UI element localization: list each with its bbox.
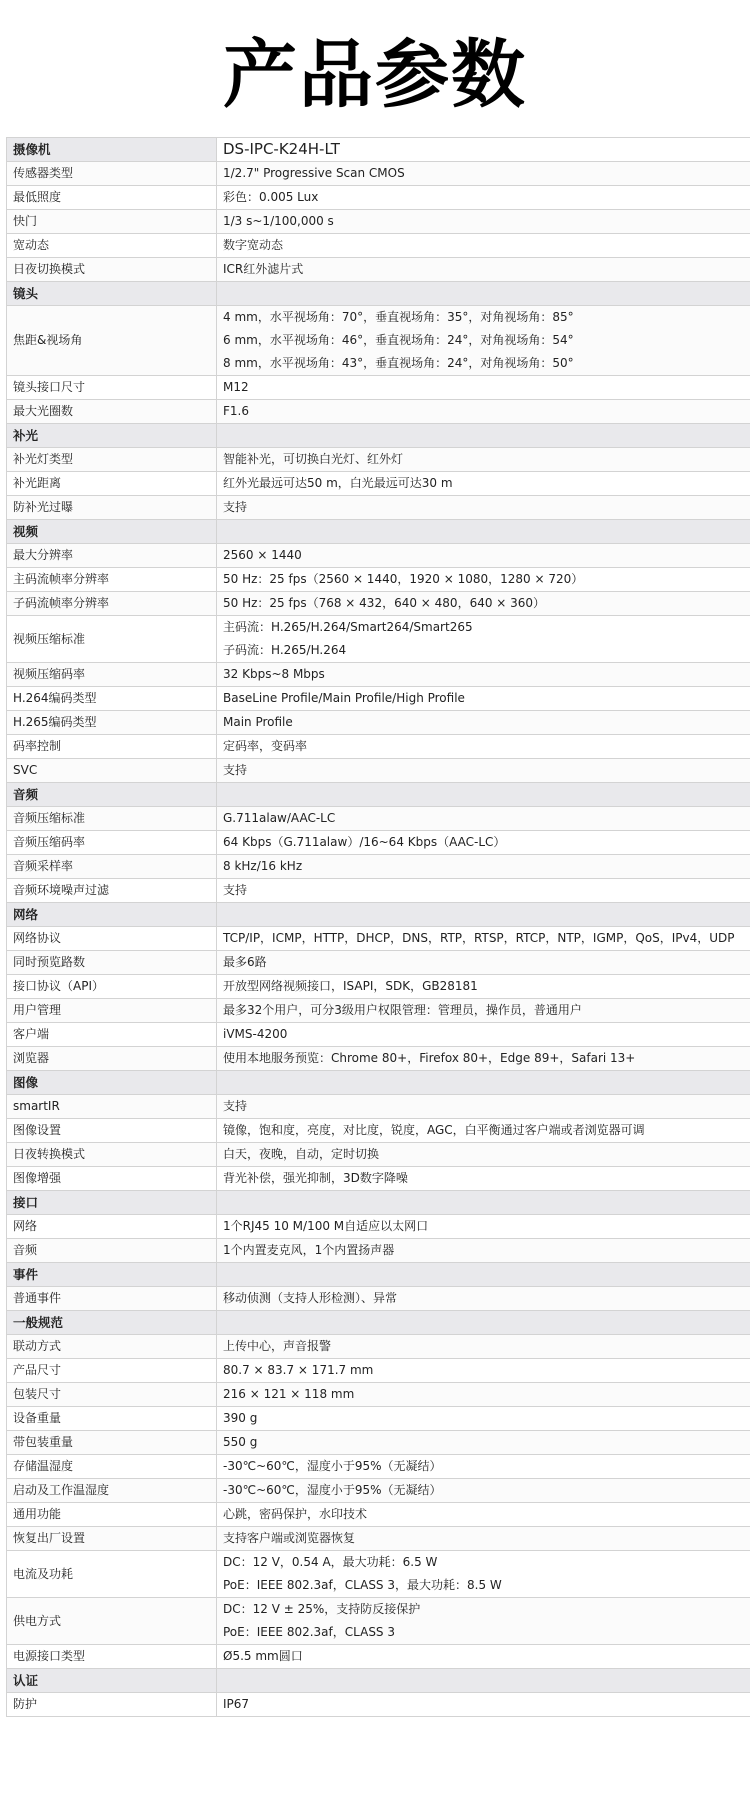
spec-value-line: 镜像，饱和度，亮度，对比度，锐度，AGC，白平衡通过客户端或者浏览器可调 bbox=[223, 1123, 645, 1137]
spec-value-line: DC：12 V ± 25%，支持防反接保护 bbox=[223, 1602, 421, 1616]
spec-row bbox=[7, 879, 750, 903]
spec-value-line: 最多32个用户，可分3级用户权限管理：管理员，操作员，普通用户 bbox=[223, 1003, 582, 1017]
spec-value-line: 支持 bbox=[223, 500, 248, 514]
spec-label: 电流及功耗 bbox=[7, 1551, 217, 1598]
spec-row bbox=[7, 592, 750, 616]
spec-value-line: 6 mm，水平视场角：46°，垂直视场角：24°，对角视场角：54° bbox=[223, 333, 574, 347]
spec-row bbox=[7, 306, 750, 376]
spec-value-line: Ø5.5 mm圆口 bbox=[223, 1649, 303, 1663]
spec-row bbox=[7, 1407, 750, 1431]
section-header-row bbox=[7, 1311, 750, 1335]
spec-row bbox=[7, 759, 750, 783]
section-header-row bbox=[7, 282, 750, 306]
spec-value bbox=[217, 1527, 750, 1551]
spec-value-line: IP67 bbox=[223, 1697, 250, 1711]
spec-row bbox=[7, 855, 750, 879]
spec-label: 供电方式 bbox=[7, 1598, 217, 1645]
spec-value bbox=[217, 807, 750, 831]
section-title: 一般规范 bbox=[7, 1311, 217, 1335]
spec-row bbox=[7, 975, 750, 999]
spec-label: H.264编码类型 bbox=[7, 687, 217, 711]
spec-row bbox=[7, 1551, 750, 1598]
spec-value bbox=[217, 1455, 750, 1479]
spec-label: 码率控制 bbox=[7, 735, 217, 759]
spec-value-line: ICR红外滤片式 bbox=[223, 262, 304, 276]
spec-value bbox=[217, 879, 750, 903]
spec-row bbox=[7, 1023, 750, 1047]
spec-value bbox=[217, 1167, 750, 1191]
spec-label: 日夜转换模式 bbox=[7, 1143, 217, 1167]
spec-label: 镜头接口尺寸 bbox=[7, 376, 217, 400]
spec-label: 传感器类型 bbox=[7, 162, 217, 186]
spec-label: 最大分辨率 bbox=[7, 544, 217, 568]
spec-value-line: -30℃~60℃，湿度小于95%（无凝结） bbox=[223, 1459, 442, 1473]
spec-label: 电源接口类型 bbox=[7, 1645, 217, 1669]
spec-value bbox=[217, 1215, 750, 1239]
spec-label: 启动及工作温湿度 bbox=[7, 1479, 217, 1503]
spec-value-line: 彩色：0.005 Lux bbox=[223, 190, 319, 204]
section-header-row bbox=[7, 520, 750, 544]
spec-value bbox=[217, 306, 750, 376]
spec-label: 图像设置 bbox=[7, 1119, 217, 1143]
spec-row bbox=[7, 544, 750, 568]
spec-row bbox=[7, 400, 750, 424]
spec-value-line: G.711alaw/AAC-LC bbox=[223, 811, 336, 825]
section-value bbox=[217, 282, 750, 306]
spec-value-line: 数字宽动态 bbox=[223, 238, 284, 252]
spec-label: 最大光圈数 bbox=[7, 400, 217, 424]
spec-value bbox=[217, 735, 750, 759]
spec-label: 带包装重量 bbox=[7, 1431, 217, 1455]
spec-value bbox=[217, 376, 750, 400]
spec-row bbox=[7, 1383, 750, 1407]
page-title: 产品参数 bbox=[223, 32, 527, 118]
spec-label: 视频压缩标准 bbox=[7, 616, 217, 663]
section-value bbox=[217, 1263, 750, 1287]
spec-row bbox=[7, 1047, 750, 1071]
spec-value-line: 8 mm，水平视场角：43°，垂直视场角：24°，对角视场角：50° bbox=[223, 356, 574, 370]
spec-row bbox=[7, 735, 750, 759]
spec-value-line: 子码流：H.265/H.264 bbox=[223, 643, 347, 657]
spec-row bbox=[7, 831, 750, 855]
spec-value-line: 支持 bbox=[223, 1099, 248, 1113]
spec-row bbox=[7, 663, 750, 687]
spec-value bbox=[217, 711, 750, 735]
spec-row bbox=[7, 807, 750, 831]
spec-value bbox=[217, 687, 750, 711]
section-title: 镜头 bbox=[7, 282, 217, 306]
spec-label: 普通事件 bbox=[7, 1287, 217, 1311]
spec-label: 用户管理 bbox=[7, 999, 217, 1023]
spec-label: 快门 bbox=[7, 210, 217, 234]
section-header-row bbox=[7, 1071, 750, 1095]
section-title: 图像 bbox=[7, 1071, 217, 1095]
spec-value bbox=[217, 1335, 750, 1359]
spec-label: 主码流帧率分辨率 bbox=[7, 568, 217, 592]
spec-label: 音频压缩码率 bbox=[7, 831, 217, 855]
spec-value bbox=[217, 162, 750, 186]
spec-value bbox=[217, 1287, 750, 1311]
spec-label: SVC bbox=[7, 759, 217, 783]
spec-label: 产品尺寸 bbox=[7, 1359, 217, 1383]
spec-label: 最低照度 bbox=[7, 186, 217, 210]
spec-value-line: F1.6 bbox=[223, 404, 249, 418]
spec-value-line: M12 bbox=[223, 380, 249, 394]
section-header-row bbox=[7, 424, 750, 448]
spec-row bbox=[7, 616, 750, 663]
spec-label: H.265编码类型 bbox=[7, 711, 217, 735]
spec-label: 音频 bbox=[7, 1239, 217, 1263]
spec-value bbox=[217, 1095, 750, 1119]
spec-value-line: 使用本地服务预览：Chrome 80+，Firefox 80+，Edge 89+，Safari 13+ bbox=[223, 1051, 636, 1065]
spec-value-line: 1个RJ45 10 M/100 M自适应以太网口 bbox=[223, 1219, 429, 1233]
spec-label: 日夜切换模式 bbox=[7, 258, 217, 282]
spec-value bbox=[217, 1023, 750, 1047]
spec-label: 同时预览路数 bbox=[7, 951, 217, 975]
spec-row bbox=[7, 1598, 750, 1645]
spec-row bbox=[7, 927, 750, 951]
spec-row bbox=[7, 1645, 750, 1669]
section-title: 事件 bbox=[7, 1263, 217, 1287]
spec-label: 网络 bbox=[7, 1215, 217, 1239]
spec-value-line: 1/2.7" Progressive Scan CMOS bbox=[223, 166, 405, 180]
spec-value-line: 定码率，变码率 bbox=[223, 739, 308, 753]
spec-value-line: 支持客户端或浏览器恢复 bbox=[223, 1531, 356, 1545]
spec-value bbox=[217, 186, 750, 210]
spec-value-line: 64 Kbps（G.711alaw）/16~64 Kbps（AAC-LC） bbox=[223, 835, 506, 849]
spec-row bbox=[7, 999, 750, 1023]
spec-row bbox=[7, 1479, 750, 1503]
spec-value-line: 32 Kbps~8 Mbps bbox=[223, 667, 325, 681]
spec-value bbox=[217, 1645, 750, 1669]
spec-label: 存储温湿度 bbox=[7, 1455, 217, 1479]
spec-value-line: 智能补光，可切换白光灯、红外灯 bbox=[223, 452, 404, 466]
section-title: 认证 bbox=[7, 1669, 217, 1693]
spec-value-line: 390 g bbox=[223, 1411, 258, 1425]
section-value bbox=[217, 783, 750, 807]
spec-value-line: 1个内置麦克风，1个内置扬声器 bbox=[223, 1243, 395, 1257]
spec-value bbox=[217, 568, 750, 592]
spec-value bbox=[217, 1598, 750, 1645]
spec-row bbox=[7, 472, 750, 496]
spec-row bbox=[7, 951, 750, 975]
spec-label: 恢复出厂设置 bbox=[7, 1527, 217, 1551]
spec-value-line: PoE：IEEE 802.3af，CLASS 3，最大功耗：8.5 W bbox=[223, 1578, 502, 1592]
spec-value bbox=[217, 258, 750, 282]
spec-value bbox=[217, 1047, 750, 1071]
spec-value-line: 50 Hz：25 fps（2560 × 1440，1920 × 1080，1280 × 720） bbox=[223, 572, 584, 586]
spec-row bbox=[7, 376, 750, 400]
spec-value-line: iVMS-4200 bbox=[223, 1027, 288, 1041]
spec-value-line: 80.7 × 83.7 × 171.7 mm bbox=[223, 1363, 374, 1377]
spec-value bbox=[217, 448, 750, 472]
spec-table-body bbox=[7, 138, 750, 1717]
spec-value bbox=[217, 1431, 750, 1455]
spec-value-line: BaseLine Profile/Main Profile/High Profile bbox=[223, 691, 465, 705]
spec-value bbox=[217, 592, 750, 616]
spec-value-line: 2560 × 1440 bbox=[223, 548, 302, 562]
spec-value bbox=[217, 759, 750, 783]
spec-row bbox=[7, 234, 750, 258]
spec-row bbox=[7, 1335, 750, 1359]
spec-value-line: -30℃~60℃，湿度小于95%（无凝结） bbox=[223, 1483, 442, 1497]
spec-value bbox=[217, 616, 750, 663]
spec-value-line: 开放型网络视频接口，ISAPI，SDK，GB28181 bbox=[223, 979, 478, 993]
spec-value bbox=[217, 1143, 750, 1167]
spec-value-line: 支持 bbox=[223, 763, 248, 777]
spec-value bbox=[217, 210, 750, 234]
spec-row bbox=[7, 1215, 750, 1239]
spec-row bbox=[7, 496, 750, 520]
spec-table bbox=[6, 137, 750, 1717]
spec-value-line: 4 mm，水平视场角：70°，垂直视场角：35°，对角视场角：85° bbox=[223, 310, 574, 324]
spec-value bbox=[217, 1479, 750, 1503]
spec-row bbox=[7, 687, 750, 711]
spec-value-line: 背光补偿，强光抑制，3D数字降噪 bbox=[223, 1171, 408, 1185]
section-header-row bbox=[7, 1191, 750, 1215]
section-title: 网络 bbox=[7, 903, 217, 927]
spec-value bbox=[217, 1119, 750, 1143]
spec-label: 防护 bbox=[7, 1693, 217, 1717]
section-header-row bbox=[7, 1263, 750, 1287]
spec-value-line: 移动侦测（支持人形检测）、异常 bbox=[223, 1291, 398, 1305]
spec-value bbox=[217, 951, 750, 975]
spec-value-line: 8 kHz/16 kHz bbox=[223, 859, 303, 873]
spec-label: 音频环境噪声过滤 bbox=[7, 879, 217, 903]
spec-row bbox=[7, 1527, 750, 1551]
spec-value-line: 心跳，密码保护，水印技术 bbox=[223, 1507, 368, 1521]
spec-value bbox=[217, 975, 750, 999]
spec-row bbox=[7, 162, 750, 186]
spec-value bbox=[217, 1383, 750, 1407]
spec-row bbox=[7, 1119, 750, 1143]
section-title: 摄像机 bbox=[7, 138, 217, 162]
spec-label: 子码流帧率分辨率 bbox=[7, 592, 217, 616]
spec-value bbox=[217, 1359, 750, 1383]
section-value bbox=[217, 903, 750, 927]
spec-row bbox=[7, 568, 750, 592]
spec-value bbox=[217, 1239, 750, 1263]
spec-label: 防补光过曝 bbox=[7, 496, 217, 520]
spec-label: 客户端 bbox=[7, 1023, 217, 1047]
spec-value bbox=[217, 544, 750, 568]
spec-label: 设备重量 bbox=[7, 1407, 217, 1431]
section-header-row bbox=[7, 138, 750, 162]
spec-label: 浏览器 bbox=[7, 1047, 217, 1071]
spec-value bbox=[217, 496, 750, 520]
spec-value bbox=[217, 400, 750, 424]
spec-row bbox=[7, 1239, 750, 1263]
section-title: 音频 bbox=[7, 783, 217, 807]
spec-value bbox=[217, 663, 750, 687]
spec-label: 包装尺寸 bbox=[7, 1383, 217, 1407]
spec-row bbox=[7, 1287, 750, 1311]
spec-label: 音频压缩标准 bbox=[7, 807, 217, 831]
section-header-row bbox=[7, 1669, 750, 1693]
spec-row bbox=[7, 1693, 750, 1717]
spec-label: 补光距离 bbox=[7, 472, 217, 496]
spec-value-line: 50 Hz：25 fps（768 × 432，640 × 480，640 × 360） bbox=[223, 596, 546, 610]
section-value bbox=[217, 1071, 750, 1095]
spec-value bbox=[217, 472, 750, 496]
spec-value bbox=[217, 234, 750, 258]
spec-label: 焦距&视场角 bbox=[7, 306, 217, 376]
spec-value-line: 216 × 121 × 118 mm bbox=[223, 1387, 355, 1401]
spec-label: 宽动态 bbox=[7, 234, 217, 258]
section-header-row bbox=[7, 783, 750, 807]
spec-value bbox=[217, 1551, 750, 1598]
spec-label: smartIR bbox=[7, 1095, 217, 1119]
spec-value bbox=[217, 1407, 750, 1431]
spec-row bbox=[7, 448, 750, 472]
section-value bbox=[217, 1191, 750, 1215]
spec-value bbox=[217, 1503, 750, 1527]
spec-value-line: 白天，夜晚，自动，定时切换 bbox=[223, 1147, 380, 1161]
section-value bbox=[217, 520, 750, 544]
spec-value bbox=[217, 927, 750, 951]
spec-row bbox=[7, 1143, 750, 1167]
spec-row bbox=[7, 186, 750, 210]
spec-row bbox=[7, 1095, 750, 1119]
spec-row bbox=[7, 1455, 750, 1479]
spec-label: 联动方式 bbox=[7, 1335, 217, 1359]
spec-value-line: 红外光最远可达50 m，白光最远可达30 m bbox=[223, 476, 453, 490]
spec-value-line: 支持 bbox=[223, 883, 248, 897]
section-value bbox=[217, 424, 750, 448]
spec-value-line: 上传中心，声音报警 bbox=[223, 1339, 332, 1353]
spec-label: 图像增强 bbox=[7, 1167, 217, 1191]
spec-row bbox=[7, 258, 750, 282]
section-value: DS-IPC-K24H-LT bbox=[217, 138, 750, 162]
section-title: 视频 bbox=[7, 520, 217, 544]
section-header-row bbox=[7, 903, 750, 927]
spec-value-line: DC：12 V，0.54 A，最大功耗：6.5 W bbox=[223, 1555, 438, 1569]
spec-value-line: PoE：IEEE 802.3af，CLASS 3 bbox=[223, 1625, 395, 1639]
spec-value-line: 550 g bbox=[223, 1435, 258, 1449]
spec-row bbox=[7, 210, 750, 234]
section-title: 补光 bbox=[7, 424, 217, 448]
spec-value-line: 1/3 s~1/100,000 s bbox=[223, 214, 334, 228]
spec-row bbox=[7, 1167, 750, 1191]
spec-value-line: 主码流：H.265/H.264/Smart264/Smart265 bbox=[223, 620, 473, 634]
spec-value bbox=[217, 1693, 750, 1717]
section-value bbox=[217, 1669, 750, 1693]
spec-label: 网络协议 bbox=[7, 927, 217, 951]
spec-label: 补光灯类型 bbox=[7, 448, 217, 472]
spec-row bbox=[7, 1503, 750, 1527]
spec-row bbox=[7, 1431, 750, 1455]
spec-value bbox=[217, 999, 750, 1023]
spec-row bbox=[7, 1359, 750, 1383]
spec-value-line: TCP/IP，ICMP，HTTP，DHCP，DNS，RTP，RTSP，RTCP，NTP，IGMP，QoS，IPv4，UDP bbox=[223, 931, 735, 945]
spec-label: 音频采样率 bbox=[7, 855, 217, 879]
spec-label: 接口协议（API） bbox=[7, 975, 217, 999]
spec-value-line: 最多6路 bbox=[223, 955, 267, 969]
spec-value-line: Main Profile bbox=[223, 715, 293, 729]
spec-value bbox=[217, 855, 750, 879]
spec-value bbox=[217, 831, 750, 855]
section-value bbox=[217, 1311, 750, 1335]
section-title: 接口 bbox=[7, 1191, 217, 1215]
spec-label: 视频压缩码率 bbox=[7, 663, 217, 687]
spec-row bbox=[7, 711, 750, 735]
spec-label: 通用功能 bbox=[7, 1503, 217, 1527]
